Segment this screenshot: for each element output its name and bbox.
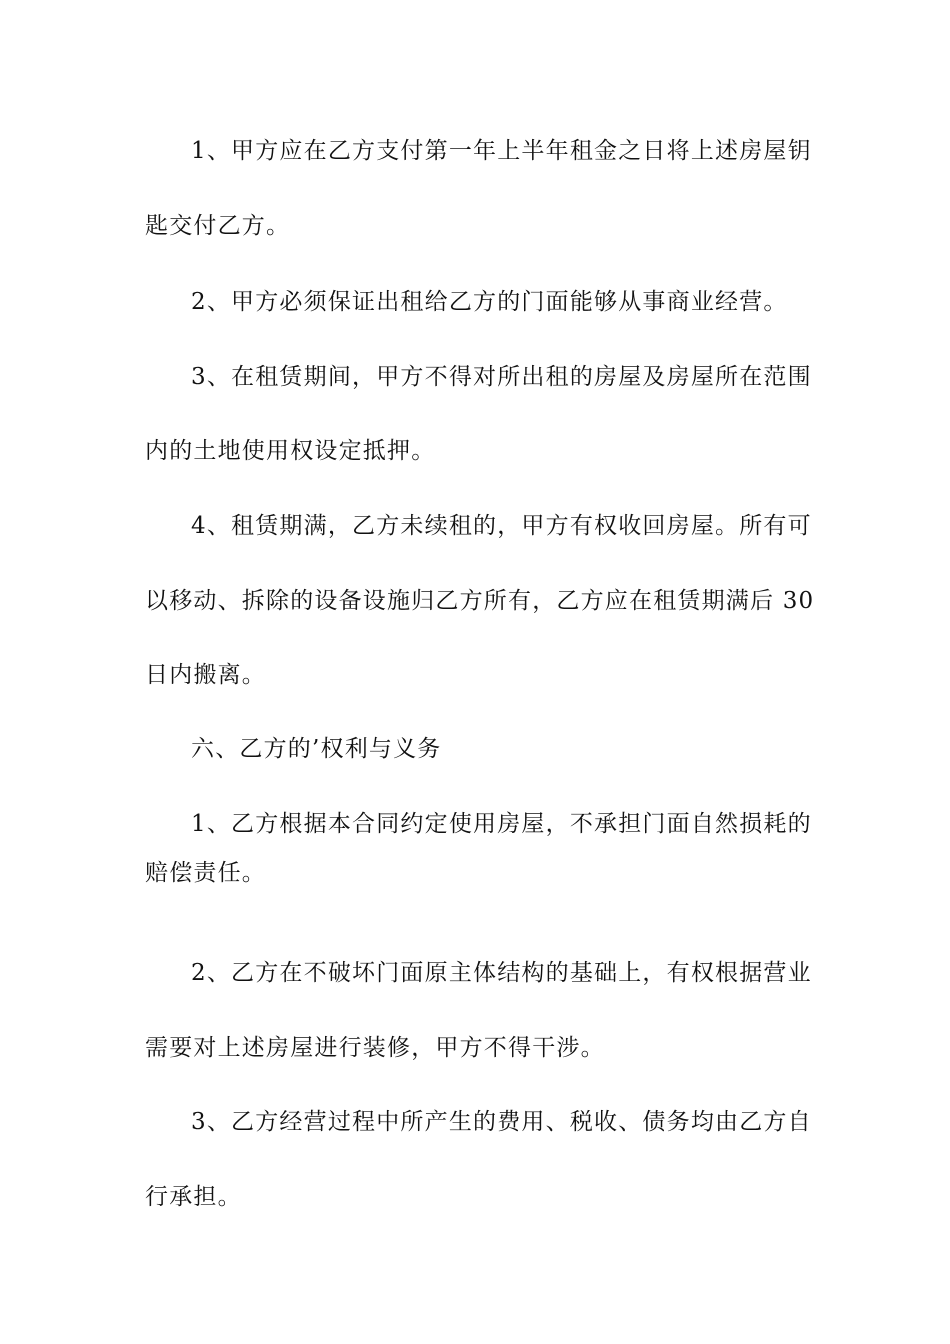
paragraph-line: 3、乙方经营过程中所产生的费用、税收、债务均由乙方自 xyxy=(191,1109,812,1135)
paragraph-line: 1、甲方应在乙方支付第一年上半年租金之日将上述房屋钥 xyxy=(191,138,812,164)
paragraph-line: 需要对上述房屋进行装修，甲方不得干涉。 xyxy=(145,1035,605,1061)
paragraph-line: 3、在租赁期间，甲方不得对所出租的房屋及房屋所在范围 xyxy=(191,364,812,390)
section-heading: 六、乙方的’权利与义务 xyxy=(191,736,442,762)
paragraph-line: 1、乙方根据本合同约定使用房屋，不承担门面自然损耗的 xyxy=(191,811,812,837)
paragraph-line: 内的土地使用权设定抵押。 xyxy=(145,438,436,464)
paragraph-line: 4、租赁期满，乙方未续租的，甲方有权收回房屋。所有可 xyxy=(191,513,812,539)
paragraph-line: 2、乙方在不破坏门面原主体结构的基础上，有权根据营业 xyxy=(191,960,812,986)
paragraph-line: 赔偿责任。 xyxy=(145,860,266,886)
paragraph-line: 匙交付乙方。 xyxy=(145,213,291,239)
paragraph-line: 以移动、拆除的设备设施归乙方所有，乙方应在租赁期满后 30 xyxy=(145,588,815,614)
paragraph-line: 行承担。 xyxy=(145,1184,242,1210)
paragraph-line: 日内搬离。 xyxy=(145,662,266,688)
paragraph-line: 2、甲方必须保证出租给乙方的门面能够从事商业经营。 xyxy=(191,289,788,315)
